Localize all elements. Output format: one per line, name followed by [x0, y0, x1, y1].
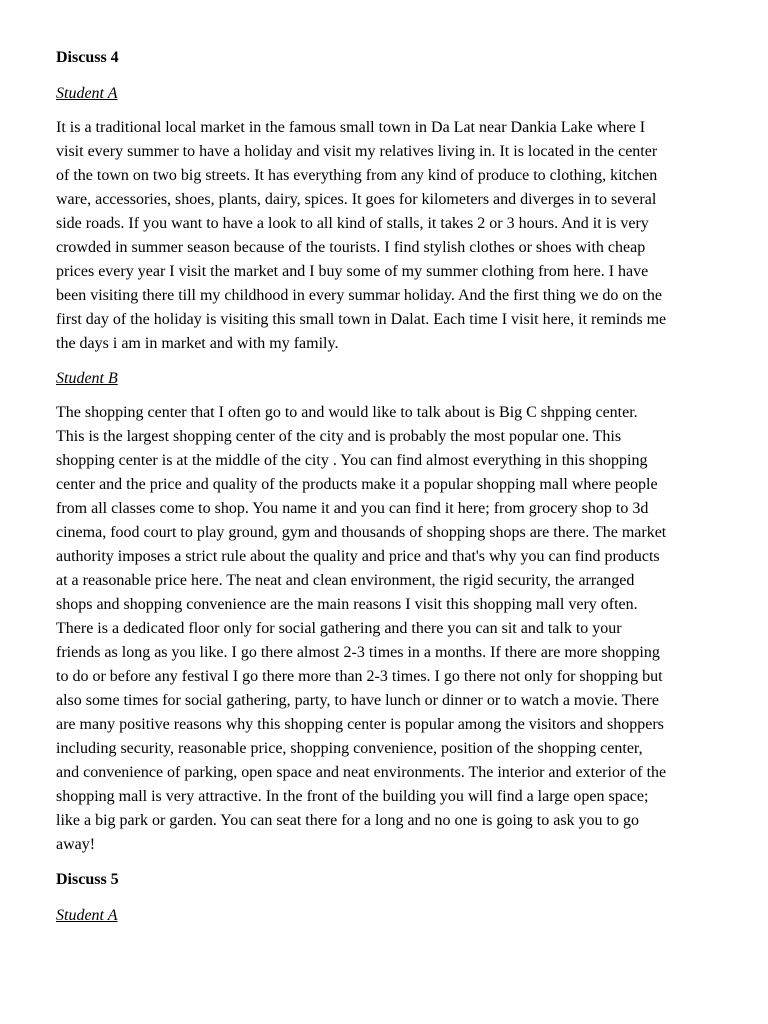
text-line: authority imposes a strict rule about the quality and price and that's why you can find products: [56, 548, 660, 565]
text-line: of the town on two big streets. It has everything from any kind of produce to clothing, kitchen: [56, 167, 658, 184]
text-line: away!: [56, 836, 96, 853]
text-line: like a big park or garden. You can seat there for a long and no one is going to ask you to go: [56, 812, 639, 829]
text-line: and convenience of parking, open space and neat environments. The interior and exterior of the: [56, 764, 667, 781]
text-line: crowded in summer season because of the tourists. I find stylish clothes or shoes with cheap: [56, 239, 646, 256]
document-page: [56, 47, 736, 938]
text-line: shopping mall is very attractive. In the front of the building you will find a large open space;: [56, 788, 649, 805]
text-line: center and the price and quality of the products make it a popular shopping mall where people: [56, 476, 658, 493]
text-line: to do or before any festival I go there more than 2-3 times. I go there not only for shopping but: [56, 668, 663, 685]
text-line: cinema, food court to play ground, gym and thousands of shopping shops are there. The market: [56, 524, 667, 541]
section-heading-discuss-5: Discuss 5: [56, 871, 119, 888]
text-line: shopping center is at the middle of the city . You can find almost everything in this shopping: [56, 452, 648, 469]
student-a-paragraph: [56, 116, 736, 356]
student-a-label: Student A: [56, 85, 118, 102]
text-line: also some times for social gathering, party, to have lunch or dinner or to watch a movie. There: [56, 692, 659, 709]
text-line: friends as long as you like. I go there almost 2-3 times in a months. If there are more shopping: [56, 644, 660, 661]
text-line: first day of the holiday is visiting this small town in Dalat. Each time I visit here, it reminds me: [56, 311, 667, 328]
text-line: are many positive reasons why this shopping center is popular among the visitors and shoppers: [56, 716, 664, 733]
student-b-label: Student B: [56, 370, 118, 387]
text-line: It is a traditional local market in the famous small town in Da Lat near Dankia Lake where I: [56, 119, 646, 136]
text-line: The shopping center that I often go to and would like to talk about is Big C shpping center.: [56, 404, 638, 421]
text-line: shops and shopping convenience are the main reasons I visit this shopping mall very often.: [56, 596, 638, 613]
text-line: visit every summer to have a holiday and visit my relatives living in. It is located in the center: [56, 143, 658, 160]
text-line: side roads. If you want to have a look to all kind of stalls, it takes 2 or 3 hours. And it is very: [56, 215, 649, 232]
text-line: from all classes come to shop. You name it and you can find it here; from grocery shop to 3d: [56, 500, 649, 517]
text-line: the days i am in market and with my family.: [56, 335, 339, 352]
text-line: been visiting there till my childhood in every summar holiday. And the first thing we do on the: [56, 287, 662, 304]
student-a-label-discuss-5: Student A: [56, 907, 118, 924]
text-line: ware, accessories, shoes, plants, dairy, spices. It goes for kilometers and diverges in to several: [56, 191, 657, 208]
student-b-paragraph: [56, 401, 736, 857]
text-line: There is a dedicated floor only for social gathering and there you can sit and talk to your: [56, 620, 622, 637]
text-line: including security, reasonable price, shopping convenience, position of the shopping center,: [56, 740, 643, 757]
section-heading-discuss-4: Discuss 4: [56, 49, 119, 66]
text-line: This is the largest shopping center of the city and is probably the most popular one. This: [56, 428, 622, 445]
text-line: prices every year I visit the market and I buy some of my summer clothing from here. I have: [56, 263, 649, 280]
text-line: at a reasonable price here. The neat and clean environment, the rigid security, the arranged: [56, 572, 635, 589]
